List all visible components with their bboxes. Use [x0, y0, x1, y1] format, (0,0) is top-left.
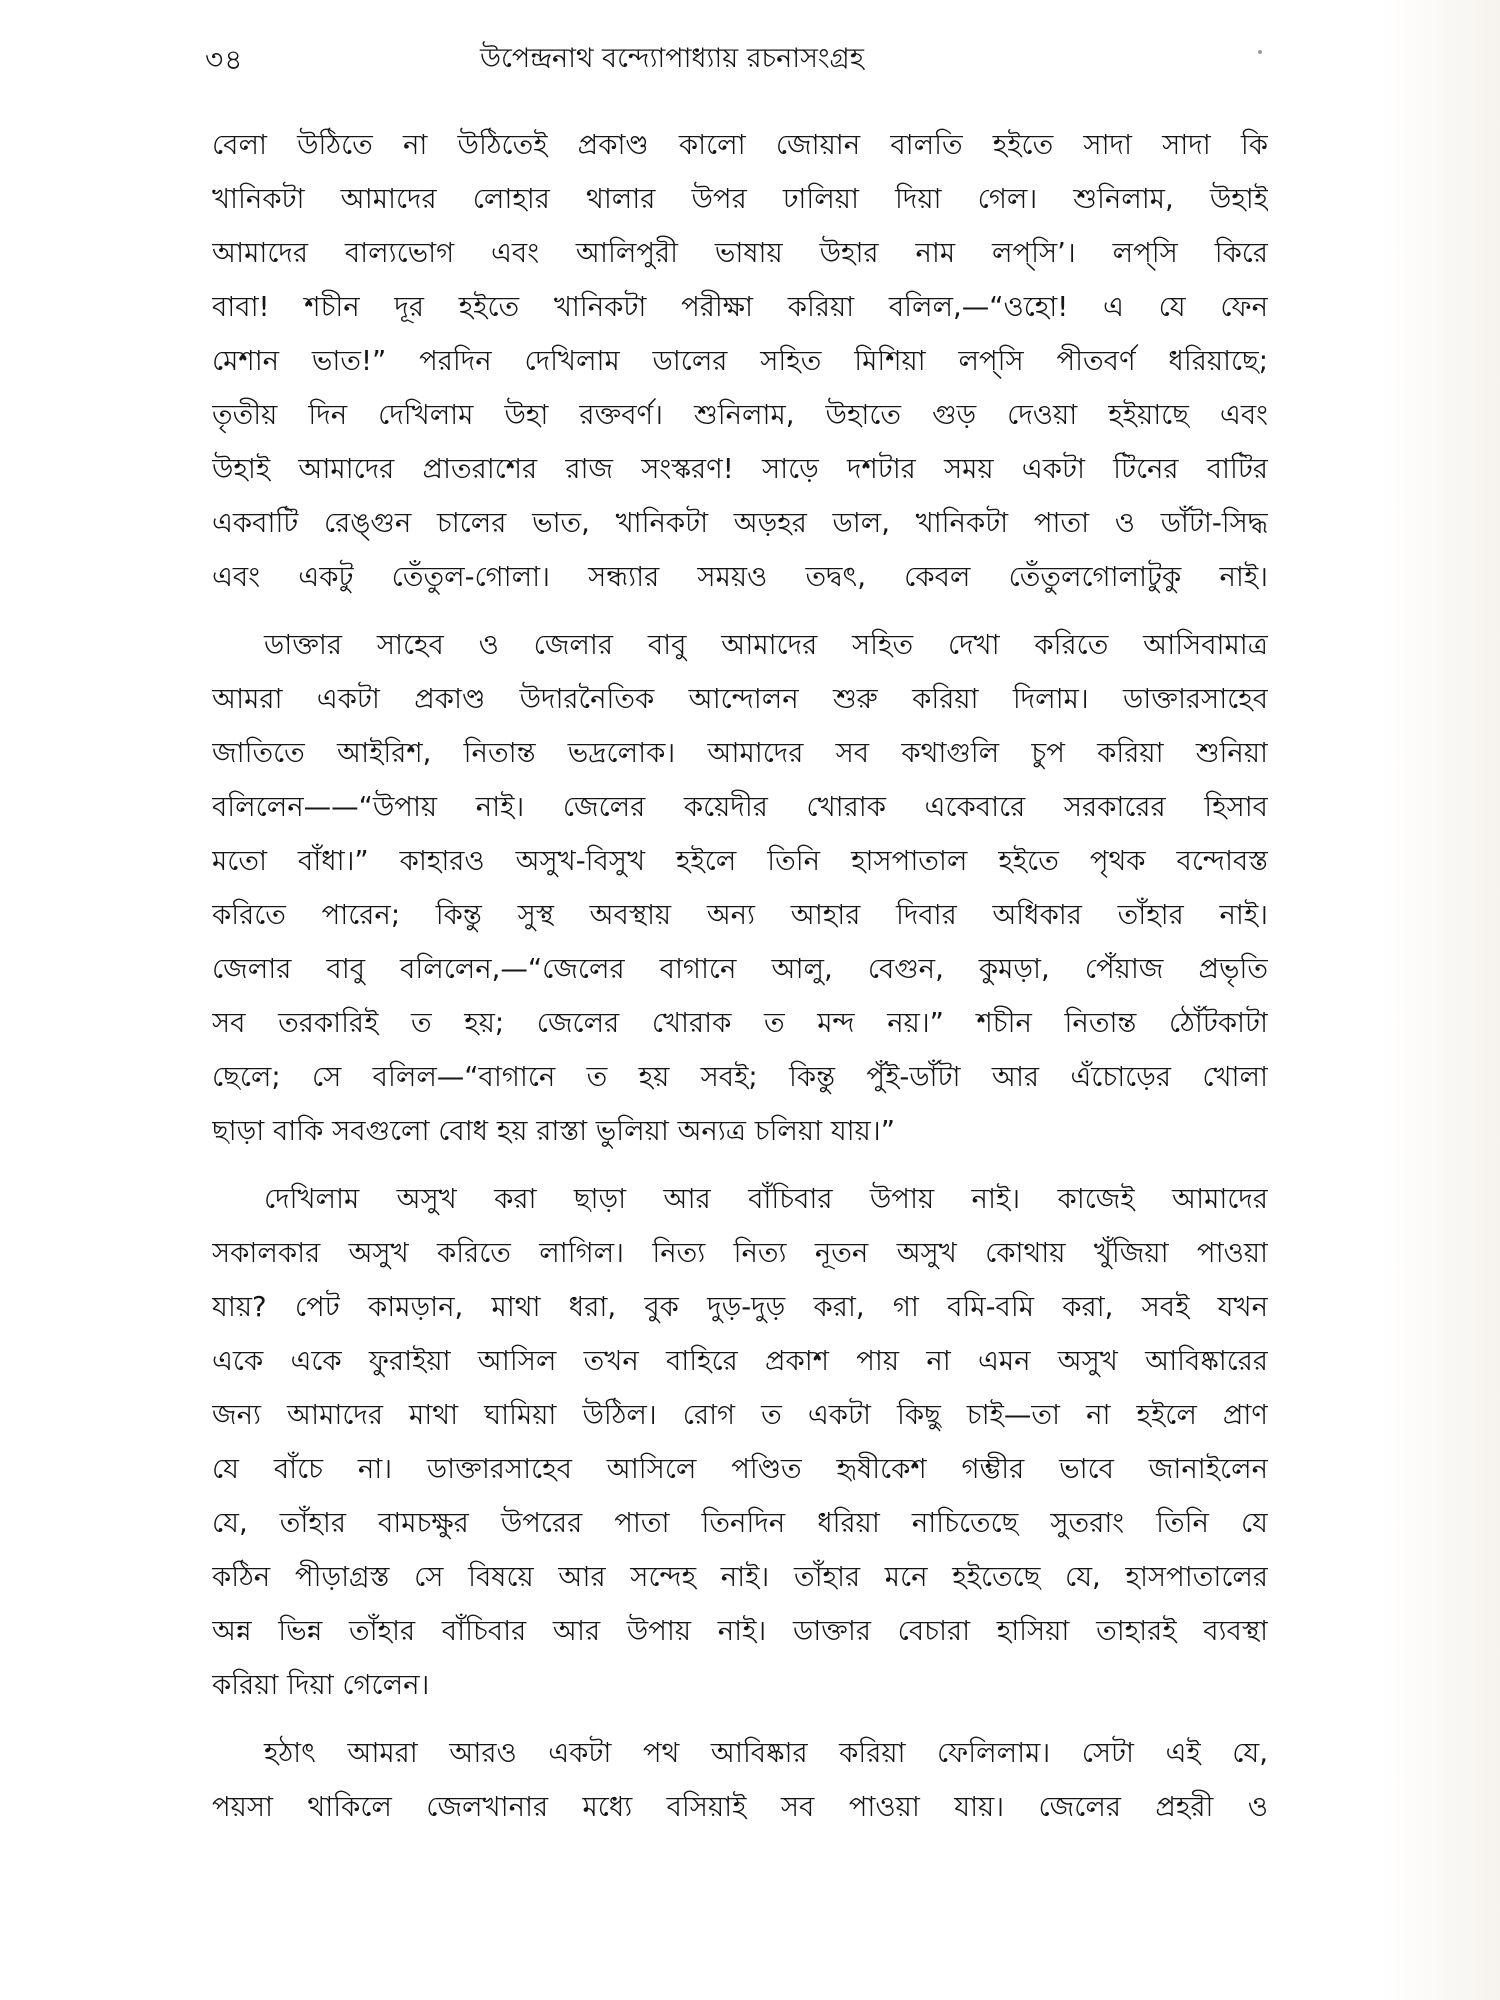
text-line: আমাদের বাল্যভোগ এবং আলিপুরী ভাষায় উহার নাম লপ্‌সি’। লপ্‌সি কিরে [212, 237, 1268, 269]
text-line: মেশান ভাত!” পরদিন দেখিলাম ডালের সহিত মিশিয়া লপ্‌সি পীতবর্ণ ধরিয়াছে; [212, 345, 1268, 377]
text-line: খানিকটা আমাদের লোহার থালার উপর ঢালিয়া দিয়া গেল। শুনিলাম, উহাই [212, 183, 1268, 215]
text-line: দেখিলাম অসুখ করা ছাড়া আর বাঁচিবার উপায় নাই। কাজেই আমাদের [264, 1183, 1268, 1215]
paragraph-gap [212, 604, 1268, 618]
text-line: সব তরকারিই ত হয়; জেলের খোরাক ত মন্দ নয়।” শচীন নিতান্ত ঠোঁটকাটা [212, 1007, 1268, 1039]
text-line: আমরা একটা প্রকাণ্ড উদারনৈতিক আন্দোলন শুরু করিয়া দিলাম। ডাক্তারসাহেব [212, 683, 1268, 715]
paragraph [212, 1172, 1268, 1712]
text-line: ছাড়া বাকি সবগুলো বোধ হয় রাস্তা ভুলিয়া অন্যত্র চলিয়া যায়।” [212, 1115, 895, 1147]
text-line: কঠিন পীড়াগ্রস্ত সে বিষয়ে আর সন্দেহ নাই। তাঁহার মনে হইতেছে যে, হাসপাতালের [212, 1561, 1268, 1593]
text-line: একে একে ফুরাইয়া আসিল তখন বাহিরে প্রকাশ পায় না এমন অসুখ আবিষ্কারের [212, 1345, 1268, 1377]
text-line: বাবা! শচীন দূর হইতে খানিকটা পরীক্ষা করিয়া বলিল,—“ওহো! এ যে ফেন [212, 291, 1268, 323]
paragraph-gap [212, 1158, 1268, 1172]
text-line: তৃতীয় দিন দেখিলাম উহা রক্তবর্ণ। শুনিলাম, উহাতে গুড় দেওয়া হইয়াছে এবং [212, 399, 1268, 431]
text-line: যায়? পেট কামড়ান, মাথা ধরা, বুক দুড়-দুড় করা, গা বমি-বমি করা, সবই যখন [212, 1291, 1268, 1323]
print-speck [1258, 50, 1262, 54]
text-line: বলিলেন——“উপায় নাই। জেলের কয়েদীর খোরাক একেবারে সরকারের হিসাব [212, 791, 1268, 823]
text-line: বেলা উঠিতে না উঠিতেই প্রকাণ্ড কালো জোয়ান বালতি হইতে সাদা সাদা কি [212, 129, 1268, 161]
running-head: উপেন্দ্রনাথ বন্দ্যোপাধ্যায় রচনাসংগ্রহ [480, 43, 864, 74]
paragraph [212, 118, 1268, 604]
text-line: মতো বাঁধা।” কাহারও অসুখ-বিসুখ হইলে তিনি হাসপাতাল হইতে পৃথক বন্দোবস্ত [212, 845, 1268, 877]
text-line: ছেলে; সে বলিল—“বাগানে ত হয় সবই; কিন্তু পুঁই-ডাঁটা আর এঁচোড়ের খোলা [212, 1061, 1268, 1093]
paragraph [212, 1726, 1268, 1834]
paragraph-gap [212, 1712, 1268, 1726]
text-line: জন্য আমাদের মাথা ঘামিয়া উঠিল। রোগ ত একটা কিছু চাই—তা না হইলে প্রাণ [212, 1399, 1268, 1431]
text-line: ডাক্তার সাহেব ও জেলার বাবু আমাদের সহিত দেখা করিতে আসিবামাত্র [264, 629, 1268, 661]
text-line: সকালকার অসুখ করিতে লাগিল। নিত্য নিত্য নূতন অসুখ কোথায় খুঁজিয়া পাওয়া [212, 1237, 1268, 1269]
text-line: জাতিতে আইরিশ, নিতান্ত ভদ্রলোক। আমাদের সব কথাগুলি চুপ করিয়া শুনিয়া [212, 737, 1268, 769]
text-line: একবাটি রেঙ্গুন চালের ভাত, খানিকটা অড়হর ডাল, খানিকটা পাতা ও ডাঁটা-সিদ্ধ [212, 507, 1268, 539]
text-line: অন্ন ভিন্ন তাঁহার বাঁচিবার আর উপায় নাই। ডাক্তার বেচারা হাসিয়া তাহারই ব্যবস্থা [212, 1615, 1268, 1647]
text-line: পয়সা থাকিলে জেলখানার মধ্যে বসিয়াই সব পাওয়া যায়। জেলের প্রহরী ও [212, 1791, 1268, 1823]
text-line: করিতে পারেন; কিন্তু সুস্থ অবস্থায় অন্য আহার দিবার অধিকার তাঁহার নাই। [212, 899, 1268, 931]
text-line: যে বাঁচে না। ডাক্তারসাহেব আসিলে পণ্ডিত হৃষীকেশ গম্ভীর ভাবে জানাইলেন [212, 1453, 1268, 1485]
page-number: ৩৪ [205, 43, 244, 76]
text-line: এবং একটু তেঁতুল-গোলা। সন্ধ্যার সময়ও তদ্বৎ, কেবল তেঁতুলগোলাটুকু নাই। [212, 561, 1268, 593]
text-line: করিয়া দিয়া গেলেন। [212, 1669, 430, 1701]
paragraph [212, 618, 1268, 1158]
text-line: উহাই আমাদের প্রাতরাশের রাজ সংস্করণ! সাড়ে দশটার সময় একটা টিনের বাটির [212, 453, 1268, 485]
text-line: জেলার বাবু বলিলেন,—“জেলের বাগানে আলু, বেগুন, কুমড়া, পেঁয়াজ প্রভৃতি [212, 953, 1268, 985]
text-line: যে, তাঁহার বামচক্ষুর উপরের পাতা তিনদিন ধরিয়া নাচিতেছে সুতরাং তিনি যে [212, 1507, 1268, 1539]
body-text [212, 118, 1268, 1834]
text-line: হঠাৎ আমরা আরও একটা পথ আবিষ্কার করিয়া ফেলিলাম। সেটা এই যে, [264, 1737, 1268, 1769]
